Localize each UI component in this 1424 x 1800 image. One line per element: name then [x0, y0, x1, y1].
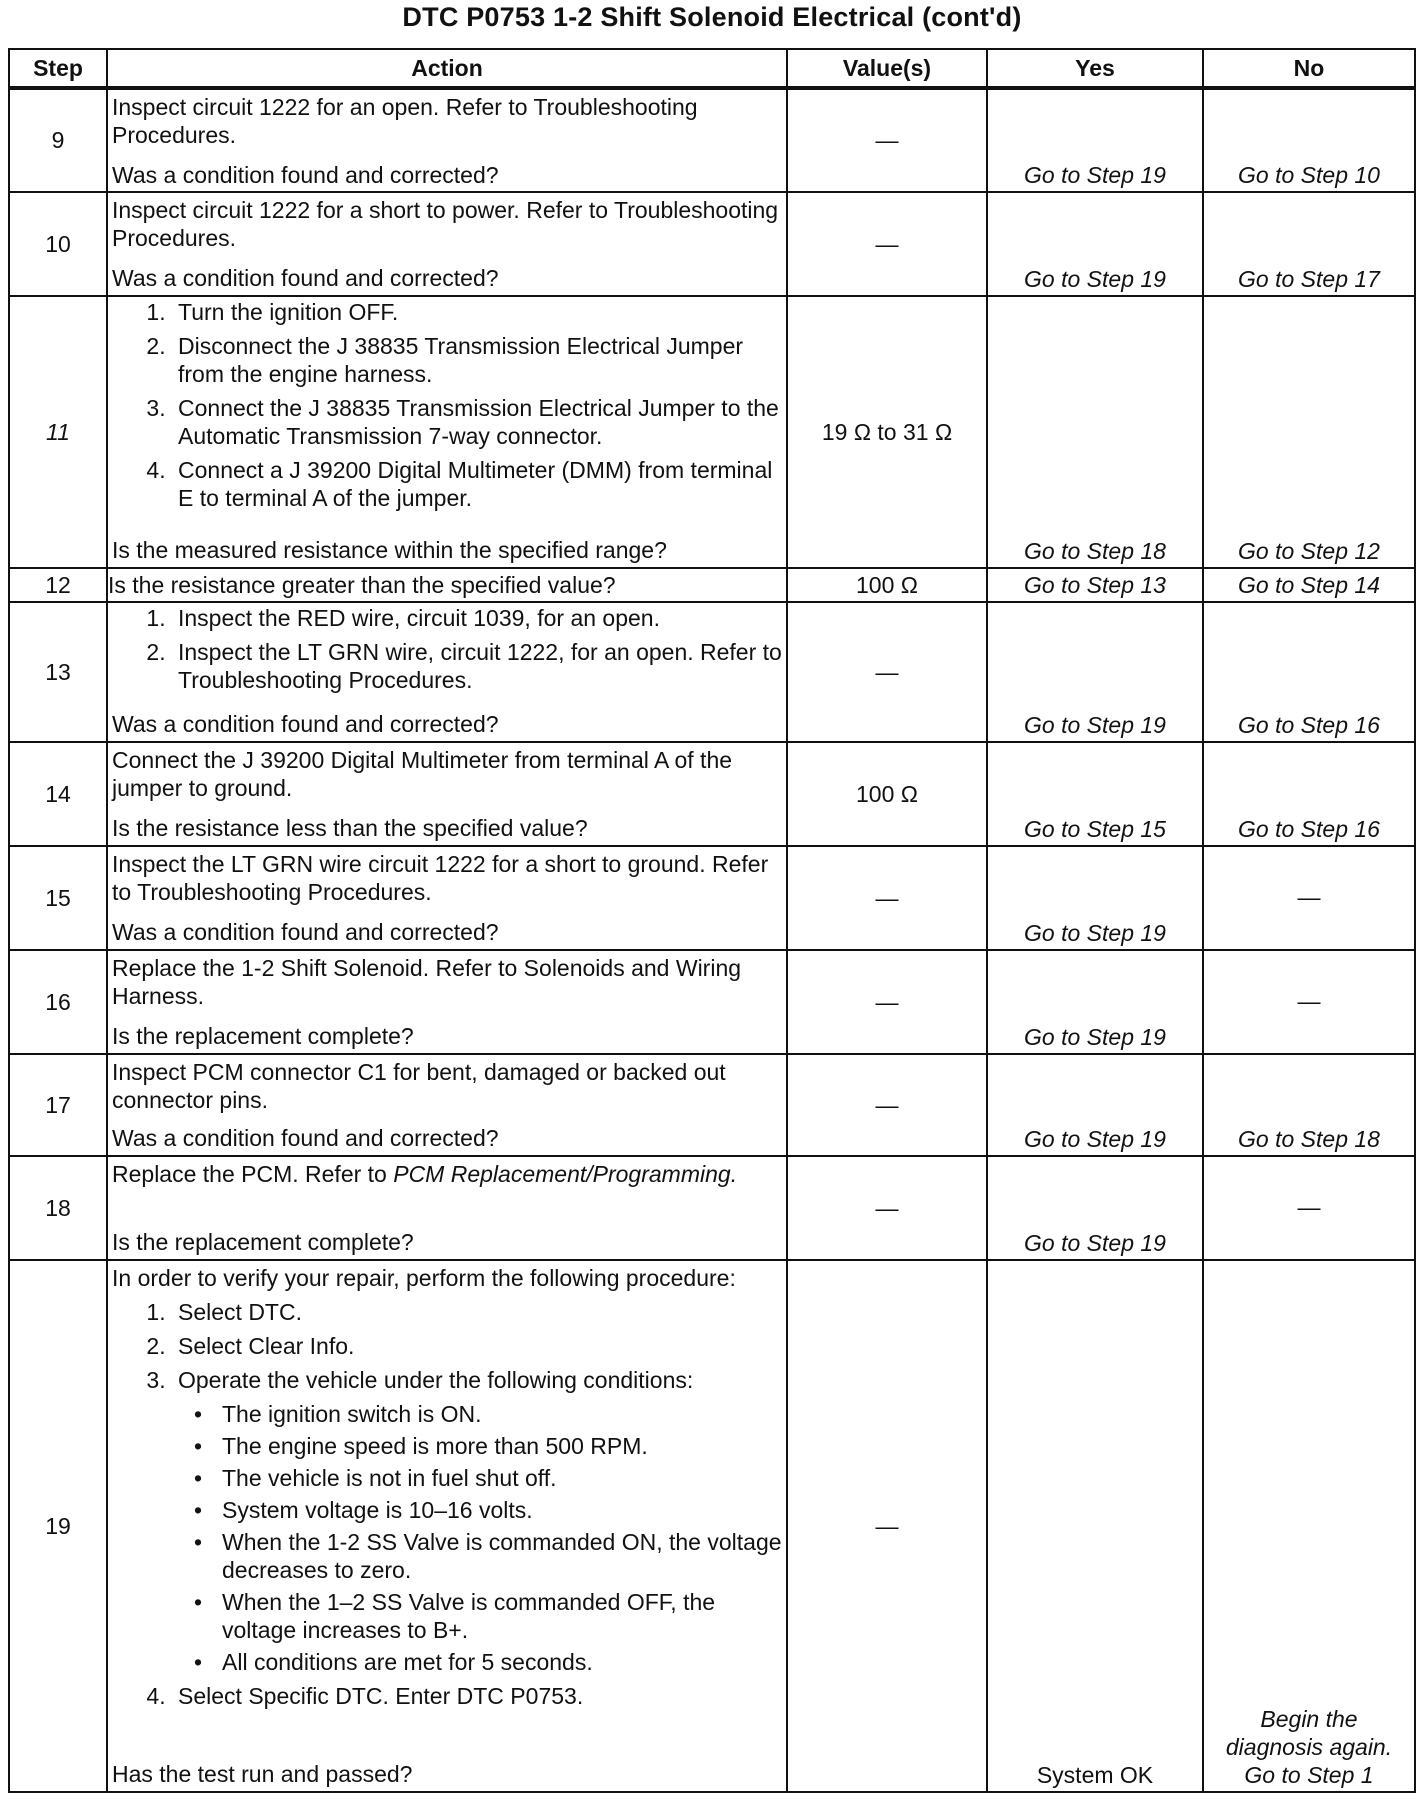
action-text: Replace the 1-2 Shift Solenoid. Refer to Solenoids and Wiring Harness. — [112, 955, 742, 1009]
condition-item: • All conditions are met for 5 seconds. — [216, 1648, 782, 1676]
yes-cell: Go to Step 19 — [987, 950, 1203, 1054]
no-cell: Go to Step 17 — [1203, 192, 1415, 296]
no-cell — [1203, 1260, 1415, 1792]
condition-item: • The ignition switch is ON. — [216, 1400, 782, 1428]
value-cell: — — [787, 1156, 987, 1260]
action-question: Was a condition found and corrected? — [112, 161, 499, 188]
no-cell: Go to Step 14 — [1203, 568, 1415, 602]
list-item — [172, 1366, 782, 1676]
action-text: Inspect the LT GRN wire circuit 1222 for a short to ground. Refer to Troubleshooting Procedures. — [112, 851, 769, 905]
action-text: Inspect circuit 1222 for an open. Refer to Troubleshooting Procedures. — [112, 93, 698, 148]
action-steps — [108, 298, 786, 518]
action-question: Was a condition found and corrected? — [112, 711, 499, 737]
step-number: 17 — [9, 1054, 107, 1156]
value-cell: — — [787, 1260, 987, 1792]
list-item: 3. Connect the J 38835 Transmission Electrical Jumper to the Automatic Transmission 7-way connector. — [172, 394, 782, 450]
no-cell: — — [1203, 950, 1415, 1054]
value-cell: — — [787, 88, 987, 192]
step-number: 16 — [9, 950, 107, 1054]
action-question: Is the resistance greater than the specified value? — [108, 571, 616, 598]
list-item: 1. Select DTC. — [172, 1298, 782, 1326]
action-question: Has the test run and passed? — [112, 1761, 413, 1787]
value-cell: — — [787, 846, 987, 950]
no-cell: Go to Step 16 — [1203, 742, 1415, 846]
condition-item: • When the 1-2 SS Valve is commanded ON, the voltage decreases to zero. — [216, 1528, 782, 1584]
condition-item: • System voltage is 10–16 volts. — [216, 1496, 782, 1524]
action-steps — [108, 1298, 786, 1710]
table-row — [9, 742, 1415, 846]
action-text-reference: PCM Replacement/Programming. — [393, 1161, 738, 1187]
table-row — [9, 568, 1415, 602]
table-row — [9, 1156, 1415, 1260]
no-cell: Go to Step 12 — [1203, 296, 1415, 568]
action-text: Inspect PCM connector C1 for bent, damaged or backed out connector pins. — [112, 1059, 726, 1113]
action-cell — [107, 568, 787, 602]
step-number: 14 — [9, 742, 107, 846]
diagnostic-table — [8, 48, 1416, 1793]
table-row — [9, 602, 1415, 742]
action-cell — [107, 602, 787, 742]
table-row — [9, 296, 1415, 568]
yes-cell: Go to Step 13 — [987, 568, 1203, 602]
table-header-row — [9, 49, 1415, 88]
condition-list — [178, 1400, 782, 1676]
action-cell — [107, 742, 787, 846]
action-cell — [107, 296, 787, 568]
action-question: Is the measured resistance within the specified range? — [112, 537, 667, 563]
yes-cell: Go to Step 19 — [987, 846, 1203, 950]
step-number: 12 — [9, 568, 107, 602]
value-cell: 19 Ω to 31 Ω — [787, 296, 987, 568]
no-cell-line: diagnosis again. — [1225, 1734, 1393, 1760]
yes-cell: System OK — [987, 1260, 1203, 1792]
action-text: Connect the J 39200 Digital Multimeter from terminal A of the jumper to ground. — [112, 747, 733, 801]
step-number: 13 — [9, 602, 107, 742]
yes-cell: Go to Step 19 — [987, 1156, 1203, 1260]
action-cell — [107, 192, 787, 296]
action-text: In order to verify your repair, perform the following procedure: — [112, 1265, 736, 1291]
step-number: 9 — [9, 88, 107, 192]
header-step: Step — [9, 49, 107, 88]
action-cell — [107, 1260, 787, 1792]
table-row — [9, 950, 1415, 1054]
no-cell-line: Go to Step 1 — [1244, 1762, 1374, 1788]
list-item-text: Operate the vehicle under the following conditions: — [178, 1367, 694, 1393]
value-cell: — — [787, 1054, 987, 1156]
header-values: Value(s) — [787, 49, 987, 88]
action-question: Was a condition found and corrected? — [112, 1125, 499, 1151]
step-number: 18 — [9, 1156, 107, 1260]
value-cell: — — [787, 602, 987, 742]
step-number: 19 — [9, 1260, 107, 1792]
yes-cell: Go to Step 15 — [987, 742, 1203, 846]
condition-item: • The engine speed is more than 500 RPM. — [216, 1432, 782, 1460]
value-cell: — — [787, 950, 987, 1054]
list-item: 1. Inspect the RED wire, circuit 1039, for an open. — [172, 604, 782, 632]
yes-cell: Go to Step 19 — [987, 192, 1203, 296]
action-text-plain: Replace the PCM. Refer to — [112, 1161, 394, 1187]
condition-item: • When the 1–2 SS Valve is commanded OFF, the voltage increases to B+. — [216, 1588, 782, 1644]
condition-item: • The vehicle is not in fuel shut off. — [216, 1464, 782, 1492]
value-cell: — — [787, 192, 987, 296]
no-cell: Go to Step 10 — [1203, 88, 1415, 192]
table-row — [9, 846, 1415, 950]
action-question: Was a condition found and corrected? — [112, 919, 499, 945]
action-cell — [107, 88, 787, 192]
yes-cell: Go to Step 19 — [987, 1054, 1203, 1156]
action-cell — [107, 1156, 787, 1260]
step-number: 11 — [9, 296, 107, 568]
action-text: Inspect circuit 1222 for a short to power. Refer to Troubleshooting Procedures. — [112, 197, 779, 251]
yes-cell: Go to Step 19 — [987, 88, 1203, 192]
no-cell: Go to Step 18 — [1203, 1054, 1415, 1156]
action-text — [108, 1158, 786, 1190]
header-yes: Yes — [987, 49, 1203, 88]
table-row — [9, 88, 1415, 192]
list-item: 1. Turn the ignition OFF. — [172, 298, 782, 326]
action-cell — [107, 950, 787, 1054]
header-action: Action — [107, 49, 787, 88]
list-item: 4. Connect a J 39200 Digital Multimeter (DMM) from terminal E to terminal A of the jumper. — [172, 456, 782, 512]
value-cell: 100 Ω — [787, 568, 987, 602]
yes-cell: Go to Step 19 — [987, 602, 1203, 742]
no-cell: — — [1203, 846, 1415, 950]
step-number: 10 — [9, 192, 107, 296]
action-question: Is the replacement complete? — [112, 1023, 414, 1049]
list-item: 2. Inspect the LT GRN wire, circuit 1222, for an open. Refer to Troubleshooting Procedures. — [172, 638, 782, 694]
action-cell — [107, 1054, 787, 1156]
no-cell-line: Begin the — [1260, 1706, 1358, 1732]
table-row — [9, 1260, 1415, 1792]
action-cell — [107, 846, 787, 950]
value-cell: 100 Ω — [787, 742, 987, 846]
yes-cell: Go to Step 18 — [987, 296, 1203, 568]
no-cell: Go to Step 16 — [1203, 602, 1415, 742]
list-item: 2. Disconnect the J 38835 Transmission Electrical Jumper from the engine harness. — [172, 332, 782, 388]
table-row — [9, 192, 1415, 296]
action-question: Is the replacement complete? — [112, 1229, 414, 1255]
list-item: 2. Select Clear Info. — [172, 1332, 782, 1360]
step-number: 15 — [9, 846, 107, 950]
header-no: No — [1203, 49, 1415, 88]
page-title: DTC P0753 1-2 Shift Solenoid Electrical (cont'd) — [402, 2, 1022, 32]
table-row — [9, 1054, 1415, 1156]
action-steps — [108, 604, 786, 700]
action-question: Is the resistance less than the specified value? — [112, 815, 588, 841]
no-cell: — — [1203, 1156, 1415, 1260]
action-question: Was a condition found and corrected? — [112, 265, 499, 291]
list-item: 4. Select Specific DTC. Enter DTC P0753. — [172, 1682, 782, 1710]
